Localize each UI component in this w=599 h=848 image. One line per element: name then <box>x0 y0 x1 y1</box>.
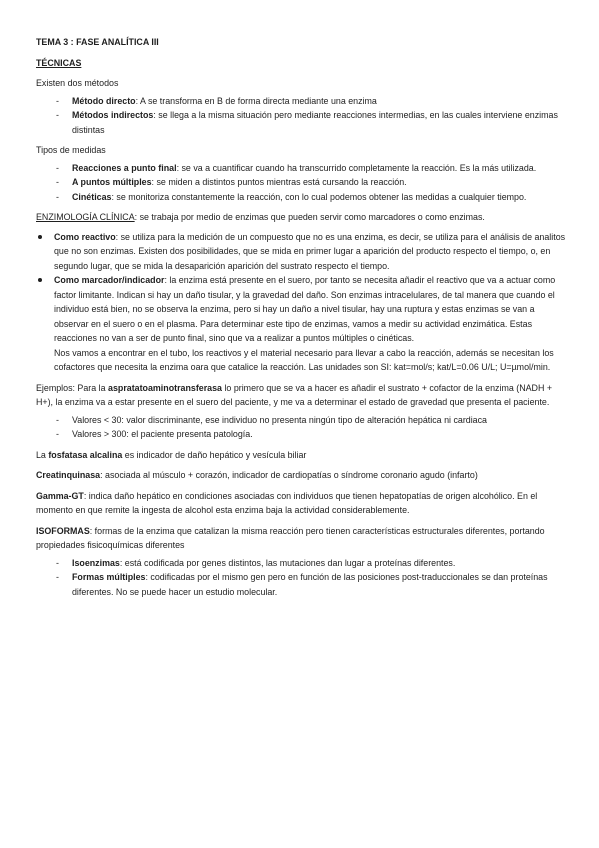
definition: : se utiliza para la medición de un compuesto que no es una enzima, es decir, se utiliza para el análisis de analitos que no son enzimas. Existen dos posibilidades, que se mida en primer lugar a aparición del producto respecto el tiempo, o, en segundo lugar, que se mida la desaparición aparición del sustrato respecto el tiempo. <box>54 231 566 271</box>
definition: es indicador de daño hepático y vesícula biliar <box>122 449 307 460</box>
medidas-list <box>36 161 566 205</box>
ejemplos-paragraph <box>36 381 566 410</box>
definition-extra: Nos vamos a encontrar en el tubo, los reactivos y el material necesario para llevar a cabo la reacción, además se necesitan los cofactores que necesita la enzima oara que catalice la reacción. Las unidades son SI: kat=mol/s; kat/L=0.06 U/L; U=µmol/min. <box>54 347 554 372</box>
term: Isoenzimas <box>72 557 120 568</box>
definition: : la enzima está presente en el suero, por tanto se necesita añadir el reactivo que va a actuar como factor limitante. Indican si hay un daño tisular, y la gravedad del daño. Son enzimas intracelulares, de tal manera que cuando el individuo está bien, no se observa la enzima, pero si hay un daño a nivel tisular, hay una ruptura y estas enzimas se van a observar en el suero o en el plasma. Para determinar este tipo de enzimas, vamos a medir su actividad enzimática. Estas reacciones no van a ser de punto final, sino que va a realizar a puntos múltiples o cinéticas. <box>54 275 556 343</box>
list-item <box>36 273 566 375</box>
metodos-list <box>36 94 566 138</box>
term: Como reactivo <box>54 231 116 242</box>
enzimologia-paragraph <box>36 210 566 225</box>
list-item <box>36 108 566 137</box>
medidas-intro: Tipos de medidas <box>36 145 106 155</box>
definition: : formas de la enzima que catalizan la misma reacción pero tienen características estructurales diferentes, portando propiedades fisicoquímicas diferentes <box>36 525 545 550</box>
definition: lo primero que se va a hacer es añadir el sustrato + cofactor de la enzima (NADH + H+), la enzima va a estar presente en el suero del paciente, y me va a determinar el estado de gravedad que presenta el paciente. <box>36 382 552 407</box>
term: Método directo <box>72 95 136 106</box>
definition: : codificadas por el mismo gen pero en función de las posiciones post-traduccionales se dan proteínas diferentes. No se puede hacer un estudio molecular. <box>72 572 548 597</box>
document-page <box>36 35 566 599</box>
definition: : A se transforma en B de forma directa mediante una enzima <box>135 95 377 106</box>
definition: : se va a cuantificar cuando ha transcurrido completamente la reacción. Es la más utilizada. <box>176 162 537 173</box>
list-item <box>36 190 566 205</box>
list-item <box>36 161 566 176</box>
definition: : se llega a la misma situación pero mediante reacciones intermedias, en las cuales interviene enzimas distintas <box>72 110 558 135</box>
definition: : indica daño hepático en condiciones asociadas con individuos que tienen hepatopatías de origen alcohólico. En el momento en que remite la ingesta de alcohol esta enzima baja la actividad considerablemente. <box>36 490 538 515</box>
definition: : se miden a distintos puntos mientras está cursando la reacción. <box>151 177 407 187</box>
prefix: Ejemplos: Para la <box>36 382 109 393</box>
term: Creatinquinasa <box>36 470 101 480</box>
definition: : se monitoriza constantemente la reacción, con lo cual podemos obtener las medidas a cualquier tiempo. <box>111 191 527 202</box>
term: ISOFORMAS <box>36 525 90 536</box>
term: Como marcador/indicador <box>54 275 165 285</box>
prefix: La <box>36 449 49 460</box>
term: aspratatoaminotransferasa <box>108 382 222 393</box>
definition: : está codificada por genes distintos, las mutaciones dan lugar a proteínas diferentes. <box>119 557 456 568</box>
term: Gamma-GT <box>36 490 84 501</box>
term: Cinéticas <box>72 191 112 202</box>
valores-list <box>36 413 566 442</box>
fosfatasa-paragraph <box>36 448 566 463</box>
term: Métodos indirectos <box>72 110 154 120</box>
term: A puntos múltiples <box>72 177 152 187</box>
isoformas-list <box>36 556 566 600</box>
list-item: - Valores < 30: valor discriminante, ese individuo no presenta ningún tipo de alteración hepática ni cardiaca <box>36 413 566 428</box>
gammagt-paragraph <box>36 489 566 518</box>
list-item <box>36 94 566 109</box>
definition: : asociada al músculo + corazón, indicador de cardiopatías o síndrome coronario agudo (infarto) <box>100 470 478 480</box>
list-item <box>36 175 566 190</box>
definition: : se trabaja por medio de enzimas que pueden servir como marcadores o como enzimas. <box>134 212 485 222</box>
term: Reacciones a punto final <box>72 162 177 173</box>
list-item <box>36 230 566 274</box>
term: Formas múltiples <box>72 572 146 582</box>
section-heading-tecnicas: TÉCNICAS <box>36 57 82 68</box>
term: fosfatasa alcalina <box>48 449 123 460</box>
list-item: - Valores > 300: el paciente presenta patología. <box>36 427 566 442</box>
term: ENZIMOLOGÍA CLÍNICA <box>36 212 135 222</box>
metodos-intro: Existen dos métodos <box>36 78 119 88</box>
list-item <box>36 556 566 571</box>
usos-list <box>36 230 566 375</box>
list-item <box>36 570 566 599</box>
page-title: TEMA 3 : FASE ANALÍTICA III <box>36 37 159 47</box>
isoformas-paragraph <box>36 524 566 553</box>
creatinquinasa-paragraph <box>36 468 566 483</box>
